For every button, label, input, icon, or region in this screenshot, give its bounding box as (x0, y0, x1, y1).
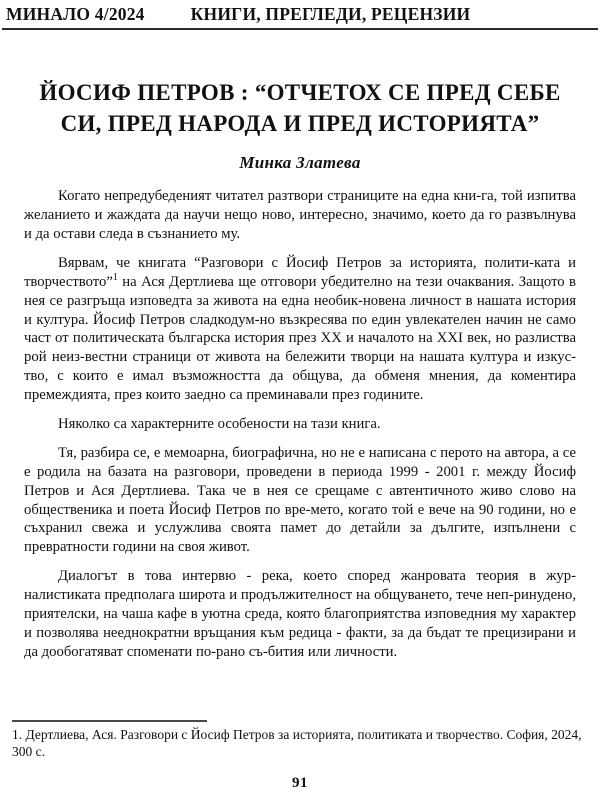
footnote-area (0, 720, 600, 800)
article-body (24, 187, 576, 661)
footnote-reference-marker: 1 (112, 271, 118, 283)
body-paragraph: Когато непредубеденият читател разтвори страниците на една кни-га, той изпитва желанието и жаждата да научи нещо ново, интересно, значимо, което да го развълнува и да остави следа в съзнанието му. (24, 188, 576, 242)
article-author: Минка Златева (239, 153, 361, 173)
footnote-text: 1. Дертлиева, Ася. Разговори с Йосиф Петров за историята, политиката и творчество. София, 2024, 300 с. (12, 726, 582, 760)
body-paragraph-part: Вярвам, че книгата “Разговори с Йосиф Петров за историята, полити-ката и творчеството” (24, 254, 576, 290)
body-paragraph: Тя, разбира се, е мемоарна, биографична, но не е написана с перото на автора, а се е родила на базата на разговори, проведени в периода 1999 - 2001 г. между Йосиф Петров и Ася Дертлиева. Така че в нея се срещаме с автентичното живо слово на общественика и поета Йосиф Петров по вре-мето, когато той е вече на 90 години, но е съхранил свежа и услужлива своята памет до детайли за дългите, изпълнени с превратности години на своя живот. (24, 444, 576, 556)
running-head-journal: МИНАЛО 4/2024 (6, 4, 145, 24)
page-number: 91 (292, 775, 308, 791)
title-block (28, 78, 572, 173)
body-paragraph-part: на Ася Дертлиева ще отговори убедително на тези очаквания. Защото в нея се разгръща изповедта за живота на една необик-новена личност в нашата история и култура. Йосиф Петров сладкодум-но възкресява по един увлекателен начин не само част от политическата българска история през XX и началото на XXI век, но разлиства рой неиз-вестни страници от живота на бележити творци на нашата култура и изкус-тво, с които е имал възможността да общува, да обменя мнения, да коментира премеждията, през които заедно са преминавали през годините. (24, 273, 576, 404)
running-head (0, 0, 600, 27)
body-paragraph: Няколко са характерните особености на тази книга. (58, 415, 381, 432)
footnote-separator-rule (12, 720, 207, 722)
running-head-section: КНИГИ, ПРЕГЛЕДИ, РЕЦЕНЗИИ (190, 4, 471, 24)
body-paragraph: Диалогът в това интервю - река, което според жанровата теория в жур-налистиката предполага широта и продължителност на общуването, тече неп-ринудено, приятелски, на чаша кафе в уютна среда, която благоприятства изповедния му характер и позволява нееднократни връщания към редица - факти, за да бъдат те прецизирани и да дообогатяват споменати по-рано съ-бития или личности. (24, 568, 576, 660)
article-title: ЙОСИФ ПЕТРОВ : “ОТЧЕТОХ СЕ ПРЕД СЕБЕ СИ, ПРЕД НАРОДА И ПРЕД ИСТОРИЯТА” (39, 80, 561, 136)
header-divider-rule (2, 28, 598, 30)
body-paragraph (24, 254, 576, 405)
